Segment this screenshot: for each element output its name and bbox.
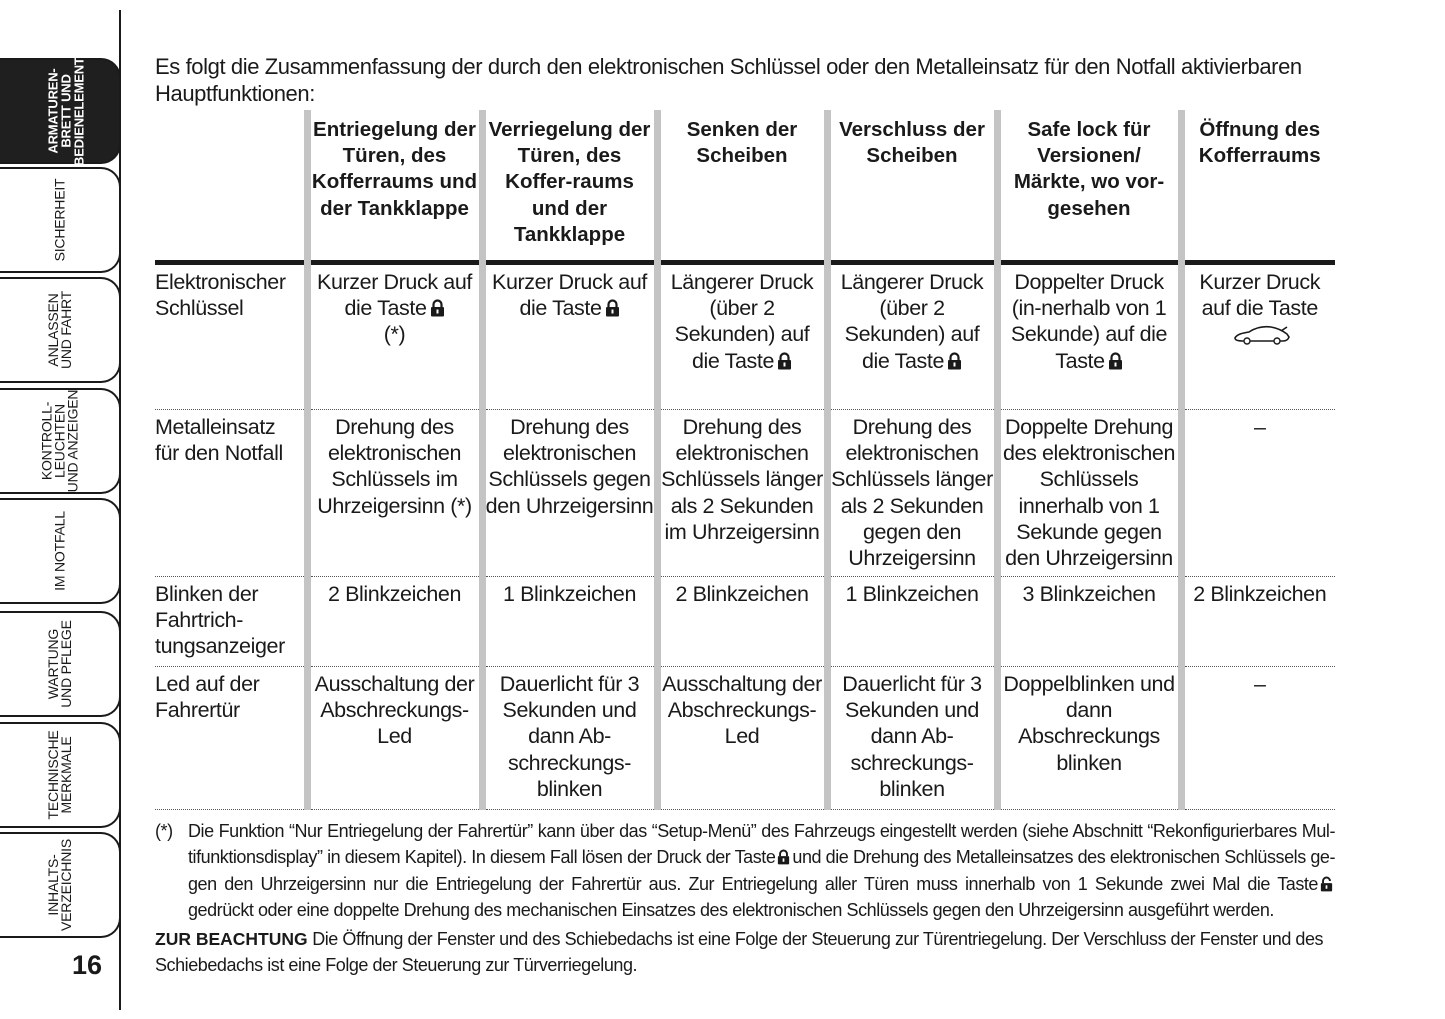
table-cell: 2 Blinkzeichen [307,577,482,667]
lock-icon [430,299,445,317]
header-cell: Verriegelung der Türen, des Koffer-raums und der Tankklappe [482,110,657,263]
tab-im-notfall[interactable] [0,498,121,604]
table-cell [1181,263,1335,410]
tab-technische-merkmale[interactable] [0,722,121,828]
footnote-part: und die Drehung des Metalleinsatzes des elektronischen Schlüssels ge-gen den Uhrzeigersinn nur die Entriegelung der Fahrertür aus. Zur Entriegelung aller Türen muss innerhalb von 1 Sekunde zwei Mal die Taste [188,847,1336,894]
note-text: Die Öffnung der Fenster und des Schiebedachs ist eine Folge der Steuerung zur Türentriegelung. Der Verschluss der Fenster und des Schiebedachs ist eine Folge der Steuerung zur Türverriegelung. [155,929,1324,975]
table-cell: 2 Blinkzeichen [1181,577,1335,667]
chapter-sidebar [0,0,125,1019]
cell-text: Kurzer Druck auf die Taste [492,270,647,321]
tab-label: IM NOTFALL [51,511,68,591]
table-cell: Drehung des elektronischen Schlüssels länger als 2 Sekunden gegen den Uhrzeigersinn [827,410,997,577]
table-cell: Dauerlicht für 3 Sekunden und dann Ab-schreckungs-blinken [482,667,657,810]
lock-icon [947,352,962,370]
page-number: 16 [72,950,103,980]
table-row [155,667,1335,810]
table-cell [827,263,997,410]
table-cell [482,263,657,410]
functions-table [155,110,1335,810]
car-trunk-icon [1233,323,1291,345]
table-row [155,577,1335,667]
table-cell: 3 Blinkzeichen [997,577,1181,667]
cell-text: Kurzer Druck auf die Taste [317,270,472,321]
table-cell [997,263,1181,410]
table-header-row [155,110,1335,263]
footnote-part: Die Funktion “Nur Entriegelung der Fahrertür” kann über das “Setup-Menü” des Fahrzeugs eingestellt werden (siehe Abschnitt “Rekonfigurierbares Mul-tifunktionsdisplay” in diesem Kapitel). In diesem Fall lösen der Druck der Taste [188,821,1335,868]
cell-text: Längerer Druck (über 2 Sekunden) auf die Taste [840,270,984,373]
row-label: Elektronischer Schlüssel [155,263,307,410]
header-cell: Senken der Scheiben [657,110,827,263]
footnote-mark: (*) [155,821,173,841]
tab-label: ARMATUREN- BRETT UND BEDIENELEMENTE [45,48,87,166]
table-cell: Doppelblinken und dann Abschreckungs blinken [997,667,1181,810]
tab-armaturenbrett[interactable] [0,48,121,166]
lock-icon [1108,352,1123,370]
header-cell: Öffnung des Kofferraums [1181,110,1335,263]
table-cell: 1 Blinkzeichen [482,577,657,667]
footnote-text [188,818,1335,923]
table-cell: Dauerlicht für 3 Sekunden und dann Ab-schreckungs-blinken [827,667,997,810]
row-label: Metalleinsatz für den Notfall [155,410,307,577]
footnote-part: gedrückt oder eine doppelte Drehung des mechanischen Einsatzes des elektronischen Schlüssels gegen den Uhrzeigersinn ausgeführt werden. [188,899,1274,920]
table-cell [307,263,482,410]
table-cell: – [1181,667,1335,810]
row-label: Blinken der Fahrtrich-tungsanzeiger [155,577,307,667]
lock-icon [777,352,792,370]
tab-inhaltsverzeichnis[interactable] [0,832,121,938]
tab-label: WARTUNG UND PFLEGE [45,620,74,708]
lock-icon [605,299,620,317]
lock-open-icon [1320,876,1333,892]
cell-text: Kurzer Druck auf die Taste [1199,270,1321,321]
header-cell: Safe lock für Versionen/ Märkte, wo vor-gesehen [997,110,1181,263]
cell-text-suffix: (*) [383,322,406,347]
table-cell: Doppelte Drehung des elektronischen Schlüssels innerhalb von 1 Sekunde gegen den Uhrzeigersinn [997,410,1181,577]
intro-paragraph: Es folgt die Zusammenfassung der durch den elektronischen Schlüssel oder den Metalleinsatz für den Notfall aktivierbaren Hauptfunktionen: [155,54,1302,106]
table-cell: Drehung des elektronischen Schlüssels länger als 2 Sekunden im Uhrzeigersinn [657,410,827,577]
note-paragraph [155,927,1335,978]
tab-kontrollleuchten[interactable] [0,388,121,494]
table-cell: Ausschaltung der Abschreckungs-Led [657,667,827,810]
header-cell [155,110,307,263]
tab-wartung[interactable] [0,611,121,717]
table-cell [657,263,827,410]
table-cell: 1 Blinkzeichen [827,577,997,667]
tab-label: ANLASSEN UND FAHRT [45,290,74,370]
table-cell: 2 Blinkzeichen [657,577,827,667]
table-row [155,410,1335,577]
tab-label: TECHNISCHE MERKMALE [45,730,74,820]
header-cell: Entriegelung der Türen, des Kofferraums und der Tankklappe [307,110,482,263]
tab-label: SICHERHEIT [51,178,68,262]
cell-text: Doppelter Druck (in-nerhalb von 1 Sekunde) auf die Taste [1010,270,1168,373]
lock-icon [777,849,790,865]
tab-label: KONTROLL- LEUCHTEN UND ANZEIGEN [38,389,81,493]
table-row [155,263,1335,410]
table-cell: Ausschaltung der Abschreckungs-Led [307,667,482,810]
note-label: ZUR BEACHTUNG [155,929,308,949]
cell-text: Längerer Druck (über 2 Sekunden) auf die Taste [670,270,814,373]
tab-sicherheit[interactable] [0,167,121,273]
footnote [155,818,1335,923]
tab-label: INHALTS- VERZEICHNIS [45,839,74,931]
table-cell: Drehung des elektronischen Schlüssels im Uhrzeigersinn (*) [307,410,482,577]
table-cell: Drehung des elektronischen Schlüssels gegen den Uhrzeigersinn [482,410,657,577]
row-label: Led auf der Fahrertür [155,667,307,810]
table-cell: – [1181,410,1335,577]
tab-anlassen[interactable] [0,277,121,383]
header-cell: Verschluss der Scheiben [827,110,997,263]
